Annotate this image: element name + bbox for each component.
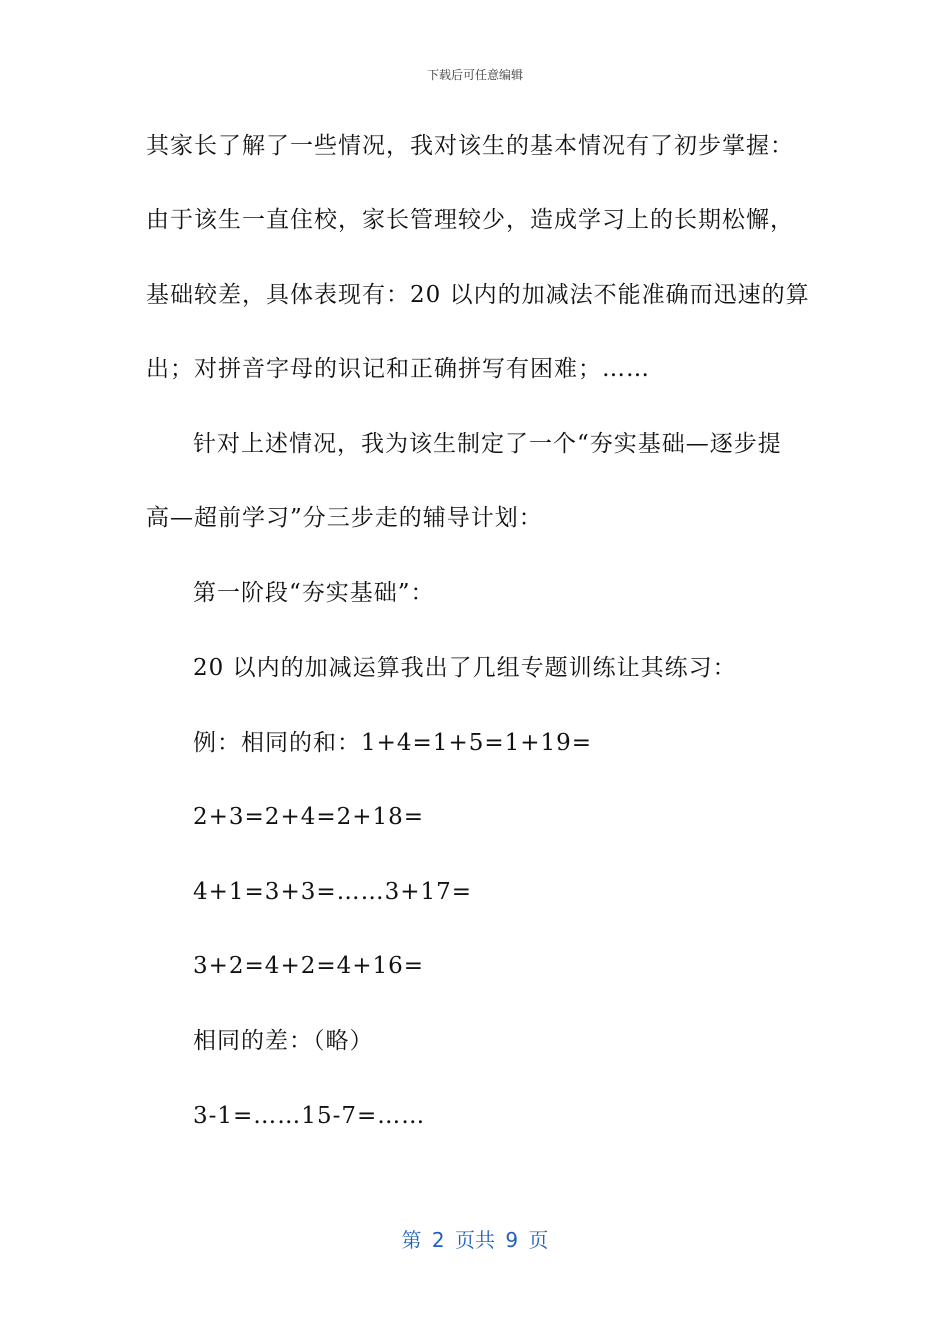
body-line-8: 20 以内的加减运算我出了几组专题训练让其练习： (193, 655, 737, 681)
body-line-10: 2+3=2+4=2+18= (193, 804, 425, 830)
body-line-9: 例：相同的和：1+4=1+5=1+19= (193, 730, 593, 756)
body-line-11: 4+1=3+3=……3+17= (193, 879, 473, 905)
page-header-note: 下载后可任意编辑 (426, 68, 523, 82)
body-line-13: 相同的差：（略） (193, 1028, 374, 1054)
body-line-4: 出；对拼音字母的识记和正确拼写有困难；…… (146, 356, 650, 382)
page-footer: 第 2 页共 9 页 (401, 1228, 549, 1252)
body-line-12: 3+2=4+2=4+16= (193, 953, 425, 979)
body-line-7: 第一阶段“夯实基础”： (193, 580, 435, 606)
body-line-2: 由于该生一直住校，家长管理较少，造成学习上的长期松懈， (146, 207, 794, 233)
body-line-14: 3-1=……15-7=…… (193, 1103, 426, 1129)
body-line-6: 高—超前学习”分三步走的辅导计划： (146, 505, 543, 531)
body-line-3: 基础较差，具体表现有：20 以内的加减法不能准确而迅速的算 (146, 282, 810, 308)
body-line-1: 其家长了解了一些情况，我对该生的基本情况有了初步掌握： (146, 133, 794, 159)
body-line-5: 针对上述情况，我为该生制定了一个“夯实基础—逐步提 (193, 431, 782, 457)
